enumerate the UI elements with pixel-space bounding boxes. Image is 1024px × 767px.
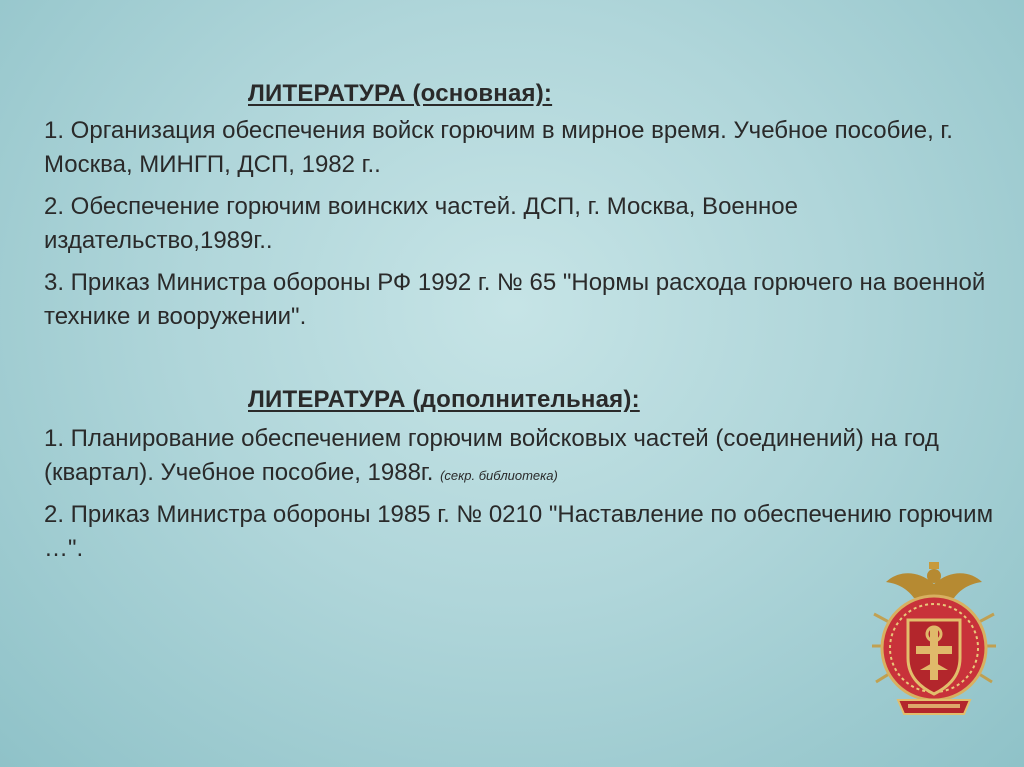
- extra-literature-item-1-text: 1. Планирование обеспечением горючим войсковых частей (соединений) на год (квартал). Учебное пособие, 1988г.: [44, 425, 939, 486]
- main-literature-item-2: 2. Обеспечение горючим воинских частей. ДСП, г. Москва, Военное издательство,1989г..: [44, 193, 798, 254]
- extra-literature-item-1: [44, 422, 994, 493]
- main-literature-item-3: 3. Приказ Министра обороны РФ 1992 г. № 65 "Нормы расхода горючего на военной технике и вооружении".: [44, 269, 986, 330]
- extra-literature-heading: ЛИТЕРАТУРА (дополнительная):: [248, 386, 640, 413]
- military-emblem-icon: [868, 554, 1000, 724]
- main-literature-heading: ЛИТЕРАТУРА (основная):: [248, 80, 553, 107]
- extra-literature-item-2: 2. Приказ Министра обороны 1985 г. № 0210 "Наставление по обеспечению горючим …".: [44, 501, 994, 562]
- main-literature-item-1: 1. Организация обеспечения войск горючим в мирное время. Учебное пособие, г. Москва, МИНГП, ДСП, 1982 г..: [44, 117, 953, 178]
- library-note: (секр. библиотека): [440, 468, 558, 483]
